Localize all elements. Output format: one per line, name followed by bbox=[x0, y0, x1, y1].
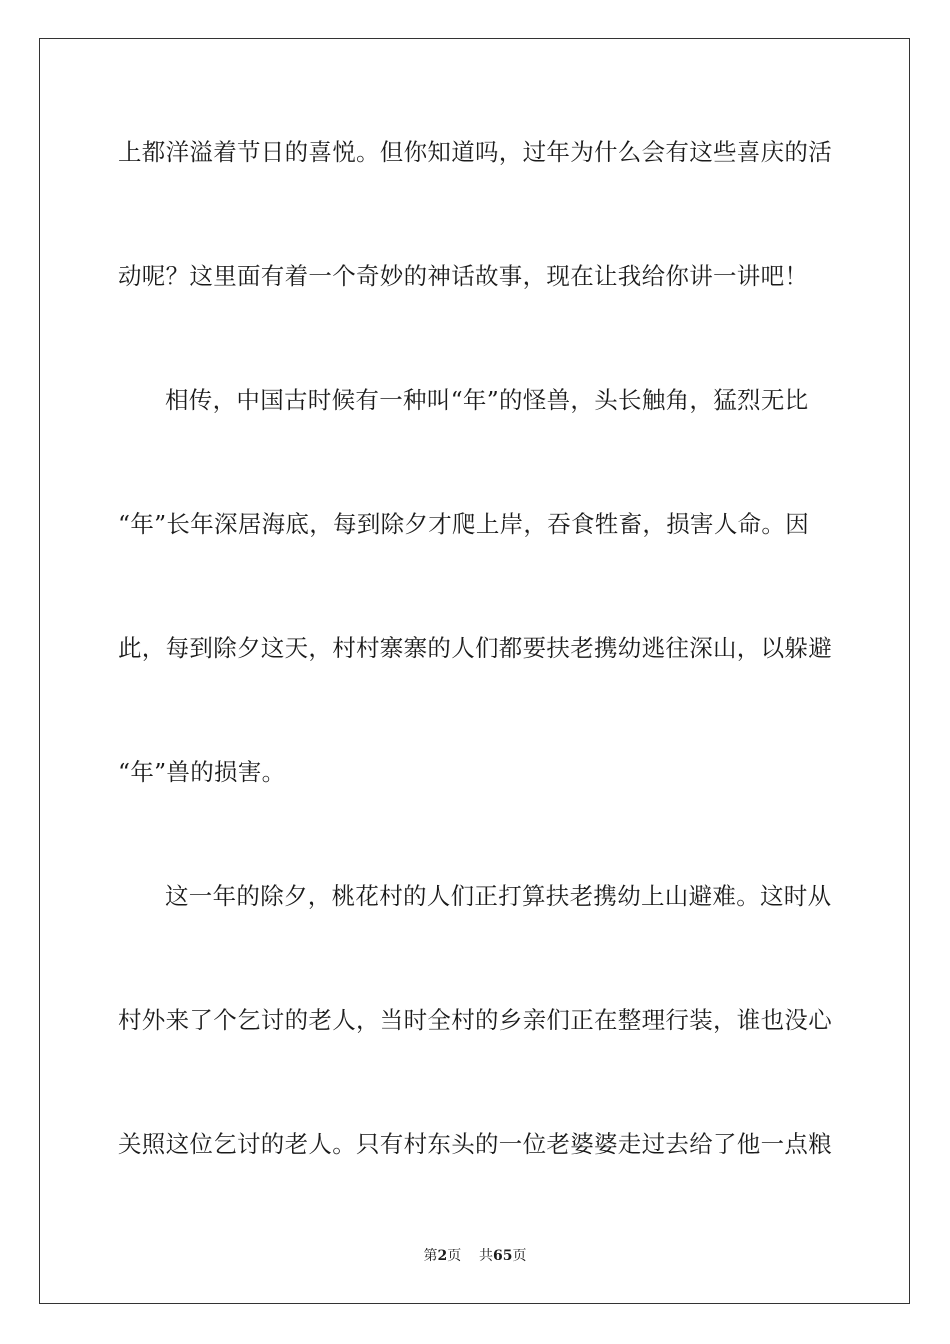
total-pages: 65 bbox=[493, 1248, 513, 1264]
text-line-4: “年”长年深居海底，每到除夕才爬上岸，吞食牲畜，损害人命。因 bbox=[118, 510, 810, 538]
text-line-7: 这一年的除夕，桃花村的人们正打算扶老携幼上山避难。这时从 bbox=[165, 882, 832, 910]
text-line-5: 此，每到除夕这天，村村寨寨的人们都要扶老携幼逃往深山，以躲避 bbox=[118, 634, 832, 662]
page-footer bbox=[0, 1247, 950, 1265]
total-prefix: 共 bbox=[479, 1248, 494, 1264]
page-number: 2 bbox=[437, 1248, 448, 1264]
total-suffix: 页 bbox=[512, 1248, 527, 1264]
text-line-8: 村外来了个乞讨的老人，当时全村的乡亲们正在整理行装，谁也没心 bbox=[118, 1006, 832, 1034]
text-line-6: “年”兽的损害。 bbox=[118, 758, 286, 786]
page-border bbox=[39, 38, 910, 1304]
text-line-3: 相传，中国古时候有一种叫“年”的怪兽，头长触角，猛烈无比 bbox=[165, 386, 809, 414]
page-suffix: 页 bbox=[447, 1248, 462, 1264]
text-line-2: 动呢？这里面有着一个奇妙的神话故事，现在让我给你讲一讲吧！ bbox=[118, 262, 809, 290]
page-prefix: 第 bbox=[423, 1248, 438, 1264]
text-line-9: 关照这位乞讨的老人。只有村东头的一位老婆婆走过去给了他一点粮 bbox=[118, 1130, 832, 1158]
text-line-1: 上都洋溢着节日的喜悦。但你知道吗，过年为什么会有这些喜庆的活 bbox=[118, 138, 832, 166]
